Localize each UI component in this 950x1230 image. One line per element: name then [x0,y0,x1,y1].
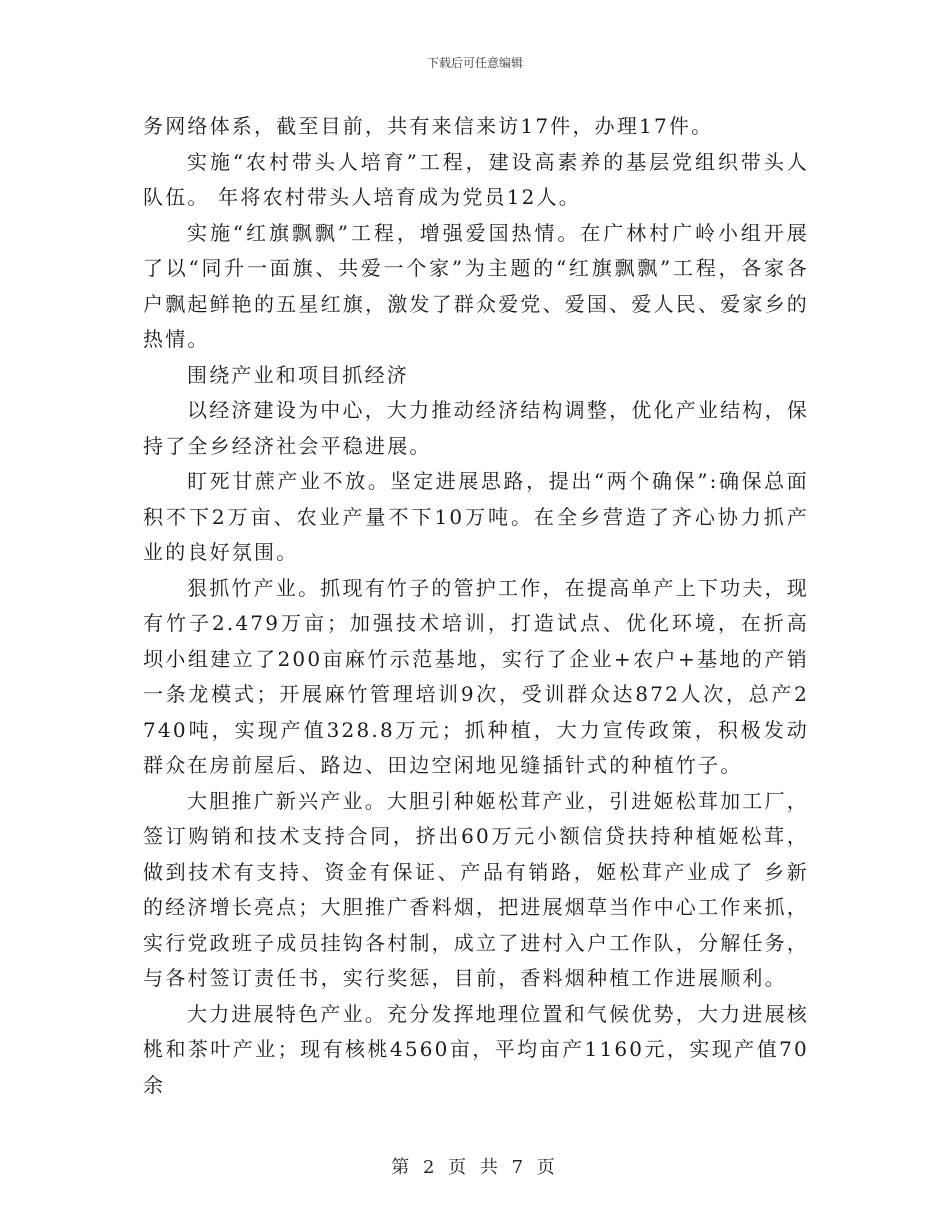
paragraph-7: 狠抓竹产业。抓现有竹子的管护工作，在提高单产上下功夫，现有竹子2.479万亩；加强技术培训，打造试点、优化环境，在折高坝小组建立了200亩麻竹示范基地，实行了企业+农户+基地的产销一条龙模式；开展麻竹管理培训9次，受训群众达872人次，总产2740吨，实现产值328.8万元；抓种植，大力宣传政策，积极发动群众在房前屋后、路边、田边空闲地见缝插针式的种植竹子。 [143,575,809,777]
paragraph-6: 盯死甘蔗产业不放。坚定进展思路，提出“两个确保”:确保总面积不下2万亩、农业产量不下10万吨。在全乡营造了齐心协力抓产业的良好氛围。 [143,469,809,564]
section-heading: 围绕产业和项目抓经济 [187,362,409,387]
paragraph-3: 实施“红旗飘飘”工程，增强爱国热情。在广林村广岭小组开展了以“同升一面旗、共爱一个家”为主题的“红旗飘飘”工程，各家各户飘起鲜艳的五星红旗，激发了群众爱党、爱国、爱人民、爱家乡的热情。 [143,220,809,351]
paragraph-5: 以经济建设为中心，大力推动经济结构调整，优化产业结构，保持了全乡经济社会平稳进展。 [143,398,809,458]
paragraph-8: 大胆推广新兴产业。大胆引种姬松茸产业，引进姬松茸加工厂，签订购销和技术支持合同，挤出60万元小额信贷扶持种植姬松茸，做到技术有支持、资金有保证、产品有销路，姬松茸产业成了 乡新的经济增长亮点；大胆推广香料烟，把进展烟草当作中心工作来抓，实行党政班子成员挂钩各村制，成立了进村入户工作队，分解任务，与各村签订责任书，实行奖惩，目前，香料烟种植工作进展顺利。 [143,788,809,990]
paragraph-1: 务网络体系，截至目前，共有来信来访17件，办理17件。 [143,114,714,138]
page-number-footer: 第 2 页 共 7 页 [391,1157,559,1178]
page-header-note: 下载后可任意编辑 [426,56,523,70]
document-body [143,109,809,1103]
paragraph-9: 大力进展特色产业。充分发挥地理位置和气候优势，大力进展核桃和茶叶产业；现有核桃4560亩，平均亩产1160元，实现产值70余 [143,1001,809,1097]
paragraph-2: 实施“农村带头人培育”工程，建设高素养的基层党组织带头人队伍。 年将农村带头人培育成为党员12人。 [143,149,809,209]
